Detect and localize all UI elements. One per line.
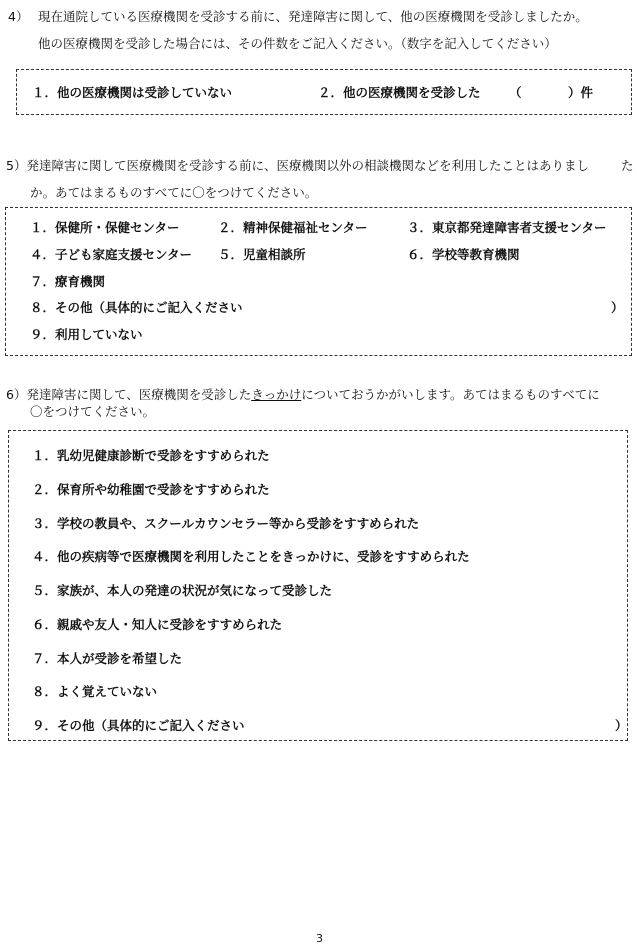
q5-option-4[interactable]: ４．子ども家庭支援センター [30,247,193,262]
q6-option-7[interactable]: ７．本人が受診を希望した [32,651,183,666]
q6-line1-underlined: きっかけ [251,387,302,402]
q4-count-paren-close: ）件 [568,85,594,100]
q5-option-8[interactable]: ８．その他（具体的にご記入ください [30,300,243,315]
q6-line1-post: についておうかがいします。あてはまるものすべてに [301,387,600,402]
q4-number: 4） [8,9,29,24]
q6-question-line2: 〇をつけてください。 [30,404,156,419]
q6-option-2[interactable]: ２．保育所や幼稚園で受診をすすめられた [32,482,270,497]
page-number: 3 [316,932,323,945]
q5-other-paren-close: ） [611,300,624,315]
q6-other-paren-close: ） [615,718,628,733]
q4-question-line2: 他の医療機関を受診した場合には、その件数をご記入ください。（数字を記入してください） [38,36,557,51]
q6-line1-pre: 6）発達障害に関して、医療機関を受診した [6,387,252,402]
q6-option-5[interactable]: ５．家族が、本人の発達の状況が気になって受診した [32,583,333,598]
q6-option-1[interactable]: １．乳幼児健康診断で受診をすすめられた [32,448,270,463]
q5-option-9[interactable]: ９．利用していない [30,327,143,342]
q4-count-paren-open: （ [509,85,522,100]
q6-question-line1 [6,387,600,403]
q5-question-line1: 5）発達障害に関して医療機関を受診する前に、医療機関以外の相談機関などを利用したことはありまし [6,158,589,173]
q4-option-1[interactable]: １．他の医療機関は受診していない [32,85,233,100]
q6-option-6[interactable]: ６．親戚や友人・知人に受診をすすめられた [32,617,283,632]
q5-question-line1-tail: た [621,158,634,173]
q5-option-3[interactable]: ３．東京都発達障害者支援センター [407,220,607,235]
q5-option-1[interactable]: １．保健所・保健センター [30,220,180,235]
q4-option-2[interactable]: ２．他の医療機関を受診した [318,85,481,100]
q5-option-7[interactable]: ７．療育機関 [30,274,106,289]
q6-option-9[interactable]: ９．その他（具体的にご記入ください [32,718,245,733]
q6-option-4[interactable]: ４．他の疾病等で医療機関を利用したことをきっかけに、受診をすすめられた [32,549,470,564]
q6-option-3[interactable]: ３．学校の教員や、スクールカウンセラー等から受診をすすめられた [32,516,420,531]
q5-option-2[interactable]: ２．精神保健福祉センター [218,220,368,235]
q4-question-line1: 現在通院している医療機関を受診する前に、発達障害に関して、他の医療機関を受診しましたか。 [38,9,588,24]
q6-option-8[interactable]: ８．よく覚えていない [32,684,158,699]
q5-option-6[interactable]: ６．学校等教育機関 [407,247,520,262]
q5-question-line2: か。あてはまるものすべてに〇をつけてください。 [30,185,318,200]
q5-option-5[interactable]: ５．児童相談所 [218,247,306,262]
